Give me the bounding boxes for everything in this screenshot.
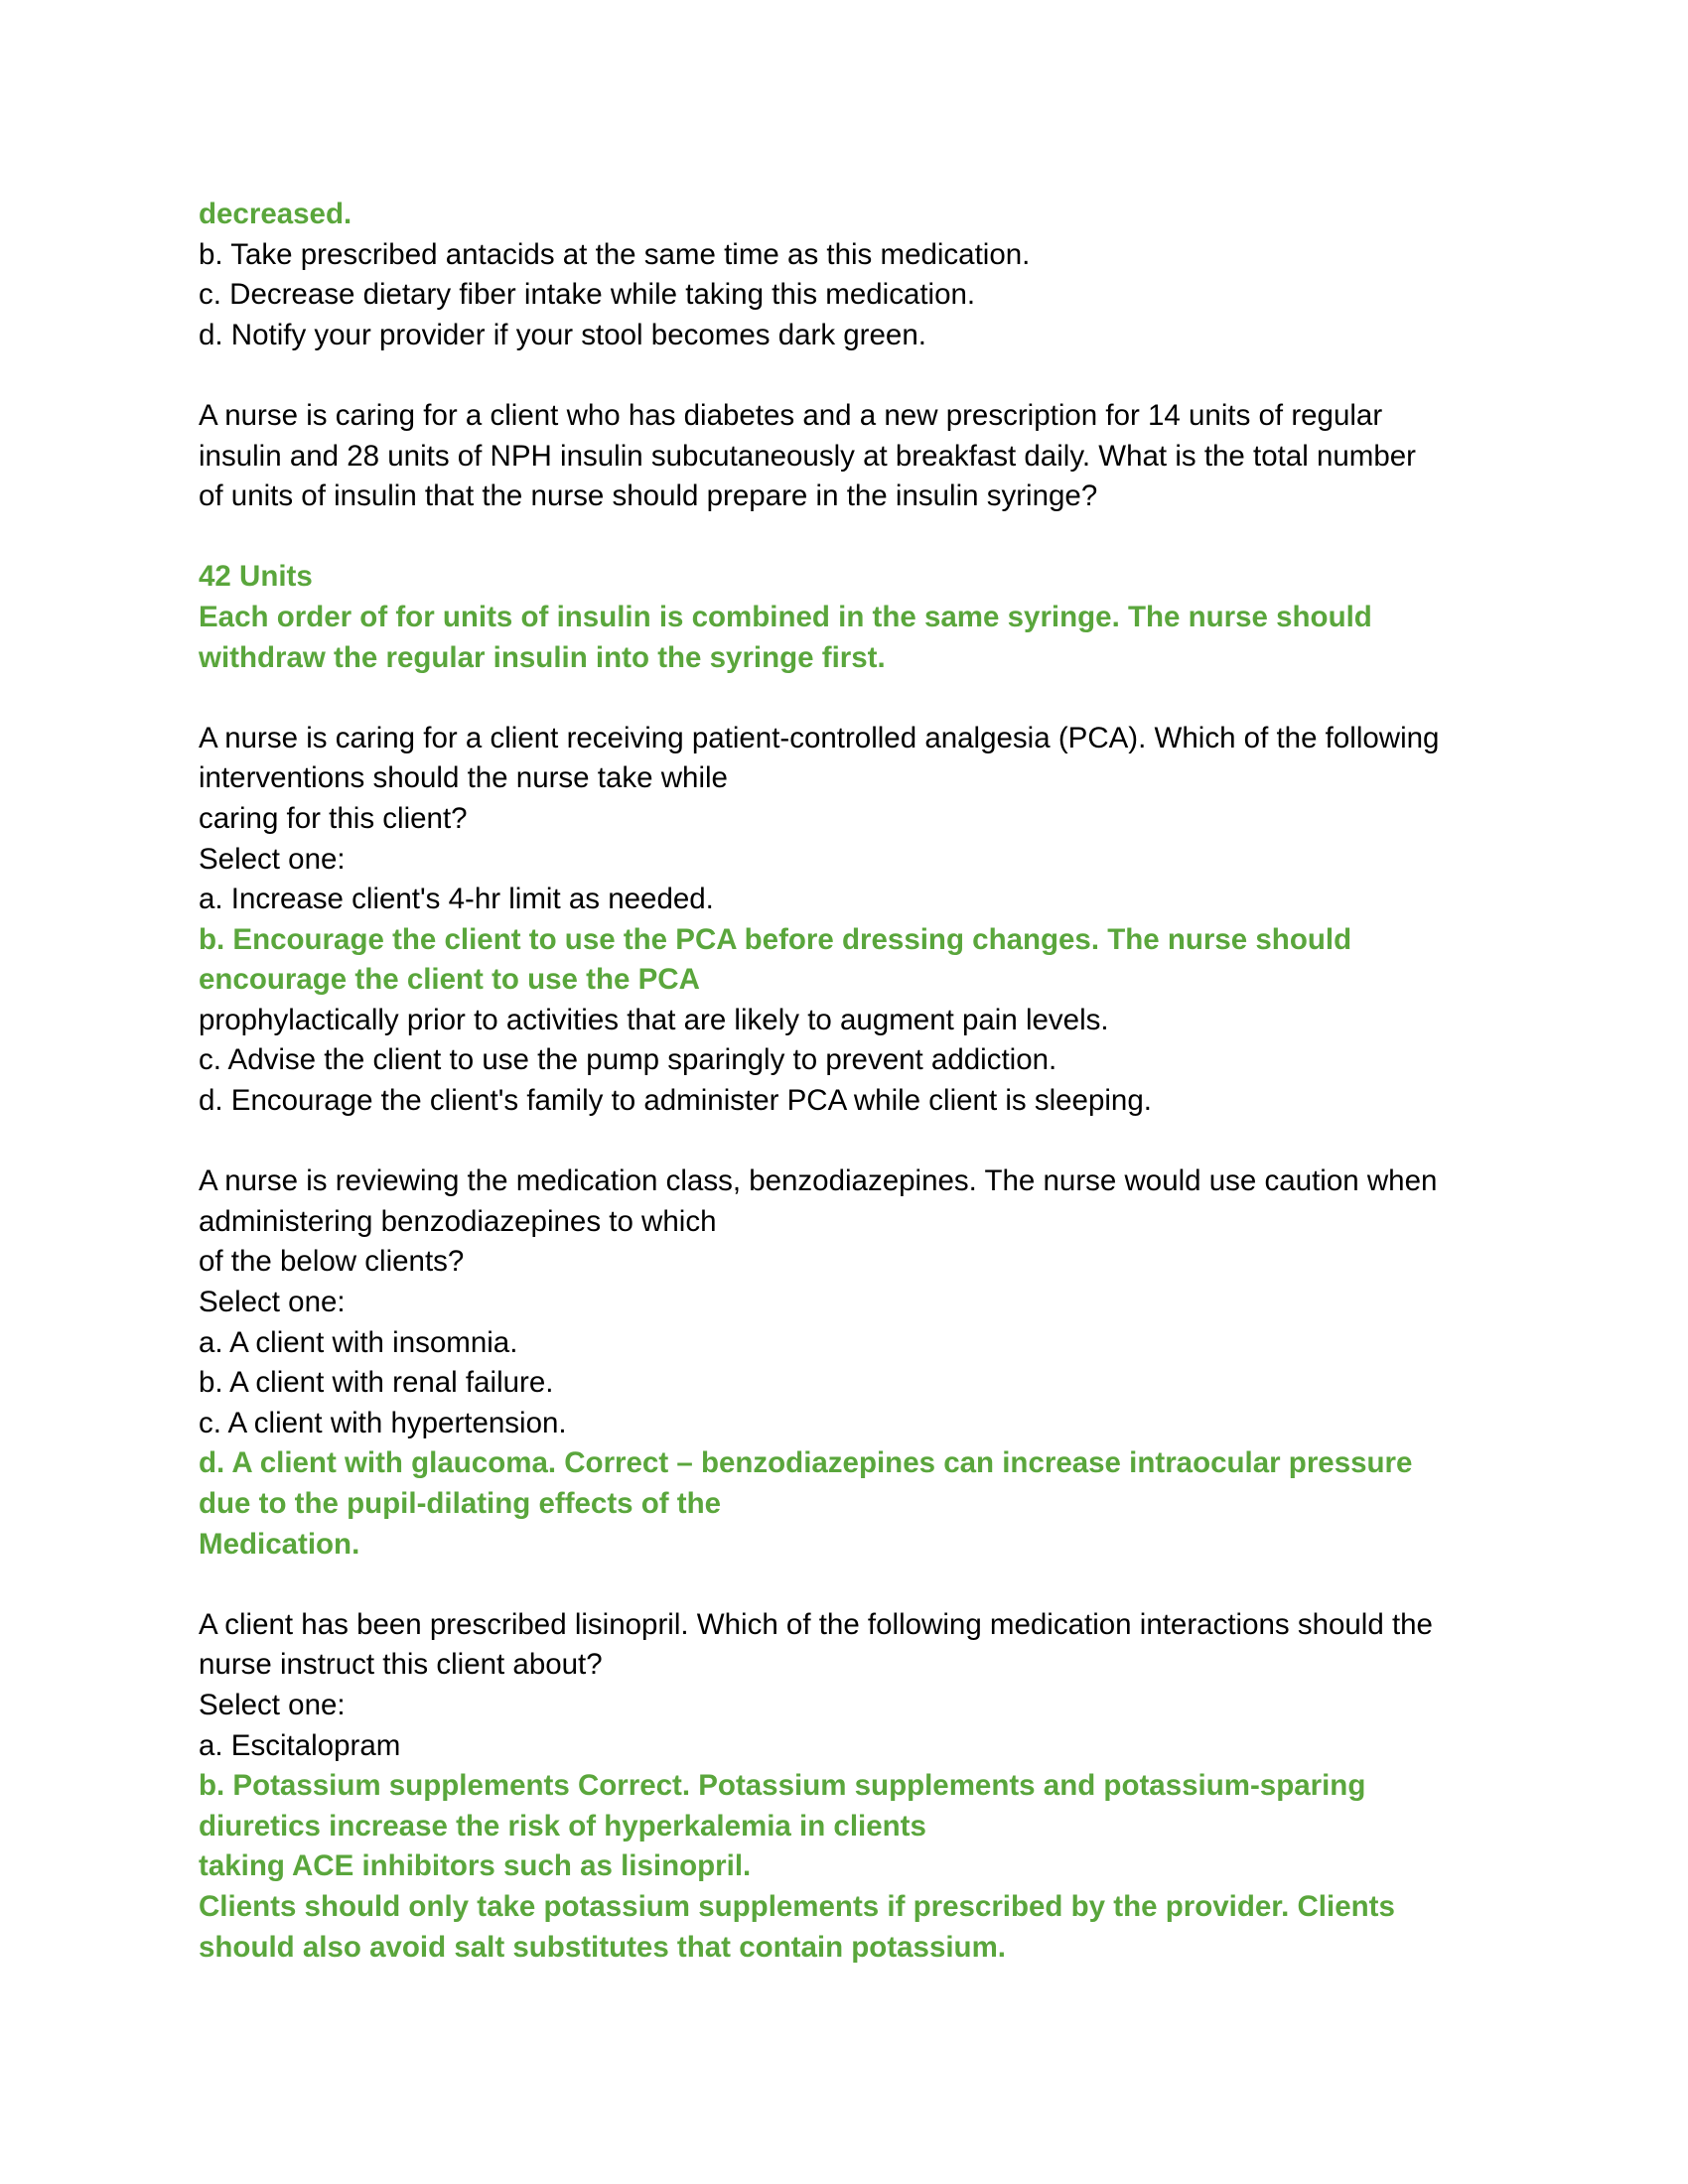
text-line: a. Increase client's 4-hr limit as needed. [199, 883, 714, 916]
text-line: insulin and 28 units of NPH insulin subcutaneously at breakfast daily. What is the total number [199, 439, 1417, 473]
text-block [199, 557, 1499, 678]
answer-line: Clients should only take potassium supplements if prescribed by the provider. Clients [199, 1889, 1395, 1923]
text-line: d. Notify your provider if your stool becomes dark green. [199, 318, 926, 351]
text-line: prophylactically prior to activities that are likely to augment pain levels. [199, 1003, 1109, 1036]
text-line: Select one: [199, 1688, 346, 1721]
paragraph-gap [199, 678, 1499, 719]
text-line: nurse instruct this client about? [199, 1648, 603, 1682]
text-line: c. Decrease dietary fiber intake while taking this medication. [199, 278, 976, 312]
text-line: of the below clients? [199, 1245, 465, 1279]
paragraph-gap [199, 517, 1499, 558]
answer-line: d. A client with glaucoma. Correct – benzodiazepines can increase intraocular pressure [199, 1446, 1413, 1480]
text-block [199, 396, 1499, 517]
answer-line: encourage the client to use the PCA [199, 963, 700, 997]
text-block [199, 1161, 1499, 1565]
answer-line: Each order of for units of insulin is combined in the same syringe. The nurse should [199, 600, 1372, 633]
answer-line: Medication. [199, 1527, 360, 1561]
text-line: interventions should the nurse take while [199, 761, 728, 795]
text-line: c. Advise the client to use the pump sparingly to prevent addiction. [199, 1043, 1057, 1077]
text-line: c. A client with hypertension. [199, 1406, 567, 1439]
document-body [199, 195, 1499, 1968]
answer-line: b. Encourage the client to use the PCA before dressing changes. The nurse should [199, 922, 1352, 956]
answer-line: 42 Units [199, 560, 313, 594]
text-line: b. Take prescribed antacids at the same time as this medication. [199, 237, 1031, 271]
text-line: a. Escitalopram [199, 1728, 401, 1762]
paragraph-gap [199, 1565, 1499, 1605]
text-line: A client has been prescribed lisinopril. Which of the following medication interactions should the [199, 1607, 1433, 1641]
answer-line: taking ACE inhibitors such as lisinopril. [199, 1849, 752, 1883]
text-line: Select one: [199, 842, 346, 876]
text-line: b. A client with renal failure. [199, 1366, 554, 1400]
text-block [199, 719, 1499, 1122]
text-line: of units of insulin that the nurse should prepare in the insulin syringe? [199, 479, 1098, 513]
text-line: A nurse is caring for a client receiving patient-controlled analgesia (PCA). Which of the following [199, 721, 1440, 754]
text-line: a. A client with insomnia. [199, 1325, 518, 1359]
text-line: administering benzodiazepines to which [199, 1204, 717, 1238]
text-line: Select one: [199, 1286, 346, 1319]
answer-line: should also avoid salt substitutes that contain potassium. [199, 1930, 1007, 1964]
text-block [199, 1605, 1499, 1968]
text-line: A nurse is reviewing the medication class, benzodiazepines. The nurse would use caution when [199, 1164, 1438, 1198]
text-block [199, 195, 1499, 355]
text-line: d. Encourage the client's family to administer PCA while client is sleeping. [199, 1084, 1152, 1118]
text-line: caring for this client? [199, 801, 468, 835]
answer-line: b. Potassium supplements Correct. Potassium supplements and potassium-sparing [199, 1769, 1366, 1803]
paragraph-gap [199, 355, 1499, 396]
answer-line: decreased. [199, 198, 352, 230]
text-line: A nurse is caring for a client who has diabetes and a new prescription for 14 units of regular [199, 398, 1383, 432]
paragraph-gap [199, 1122, 1499, 1162]
answer-line: withdraw the regular insulin into the syringe first. [199, 640, 886, 674]
answer-line: diuretics increase the risk of hyperkalemia in clients [199, 1809, 926, 1843]
answer-line: due to the pupil-dilating effects of the [199, 1487, 722, 1520]
